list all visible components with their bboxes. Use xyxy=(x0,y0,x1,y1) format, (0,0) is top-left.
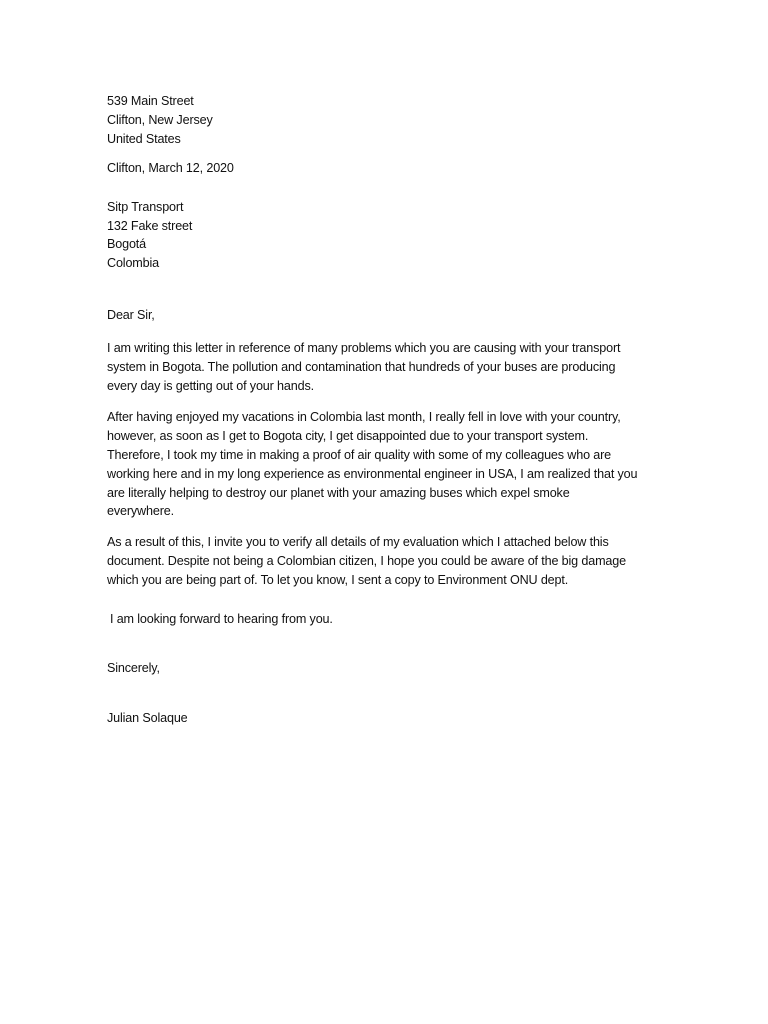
paragraph-line: Therefore, I took my time in making a proof of air quality with some of my colleagues who are xyxy=(107,447,612,462)
recipient-address-line: Bogotá xyxy=(107,237,147,252)
paragraph-line: every day is getting out of your hands. xyxy=(107,378,314,393)
paragraph-line: which you are being part of. To let you know, I sent a copy to Environment ONU dept. xyxy=(107,573,569,588)
paragraph-line: are literally helping to destroy our planet with your amazing buses which expel smoke xyxy=(107,485,570,500)
sender-address-line: 539 Main Street xyxy=(107,94,194,108)
paragraph-line: After having enjoyed my vacations in Colombia last month, I really fell in love with your country, xyxy=(107,409,621,424)
paragraph-line: working here and in my long experience as environmental engineer in USA, I am realized that you xyxy=(107,466,638,481)
paragraph-line: As a result of this, I invite you to verify all details of my evaluation which I attached below this xyxy=(107,535,609,550)
sender-address-line: United States xyxy=(107,131,181,146)
letter xyxy=(107,90,667,728)
signoff-text: Sincerely, xyxy=(107,660,160,675)
sender-address-line: Clifton, New Jersey xyxy=(107,112,213,127)
recipient-address-line: Colombia xyxy=(107,256,159,271)
signature-text: Julian Solaque xyxy=(107,710,188,725)
signature-name xyxy=(107,709,667,728)
recipient-address-line: 132 Fake street xyxy=(107,218,193,233)
sender-address xyxy=(107,92,667,149)
closing-line xyxy=(107,610,667,629)
date-text: Clifton, March 12, 2020 xyxy=(107,160,234,175)
salutation xyxy=(107,306,667,325)
paragraph-line: system in Bogota. The pollution and contamination that hundreds of your buses are producing xyxy=(107,360,616,375)
body-paragraph-1 xyxy=(107,339,667,396)
recipient-address-line: Sitp Transport xyxy=(107,199,184,214)
salutation-text: Dear Sir, xyxy=(107,308,155,323)
closing-line-text: I am looking forward to hearing from you. xyxy=(110,612,333,627)
paragraph-line: everywhere. xyxy=(107,504,174,519)
signoff xyxy=(107,659,667,678)
paragraph-line: document. Despite not being a Colombian citizen, I hope you could be aware of the big damage xyxy=(107,554,626,569)
recipient-address xyxy=(107,198,667,274)
paragraph-line: however, as soon as I get to Bogota city, I get disappointed due to your transport system. xyxy=(107,428,589,443)
letter-date xyxy=(107,159,667,178)
body-paragraph-3 xyxy=(107,533,667,590)
body-paragraph-2 xyxy=(107,408,667,521)
paragraph-line: I am writing this letter in reference of many problems which you are causing with your transport xyxy=(107,341,621,356)
